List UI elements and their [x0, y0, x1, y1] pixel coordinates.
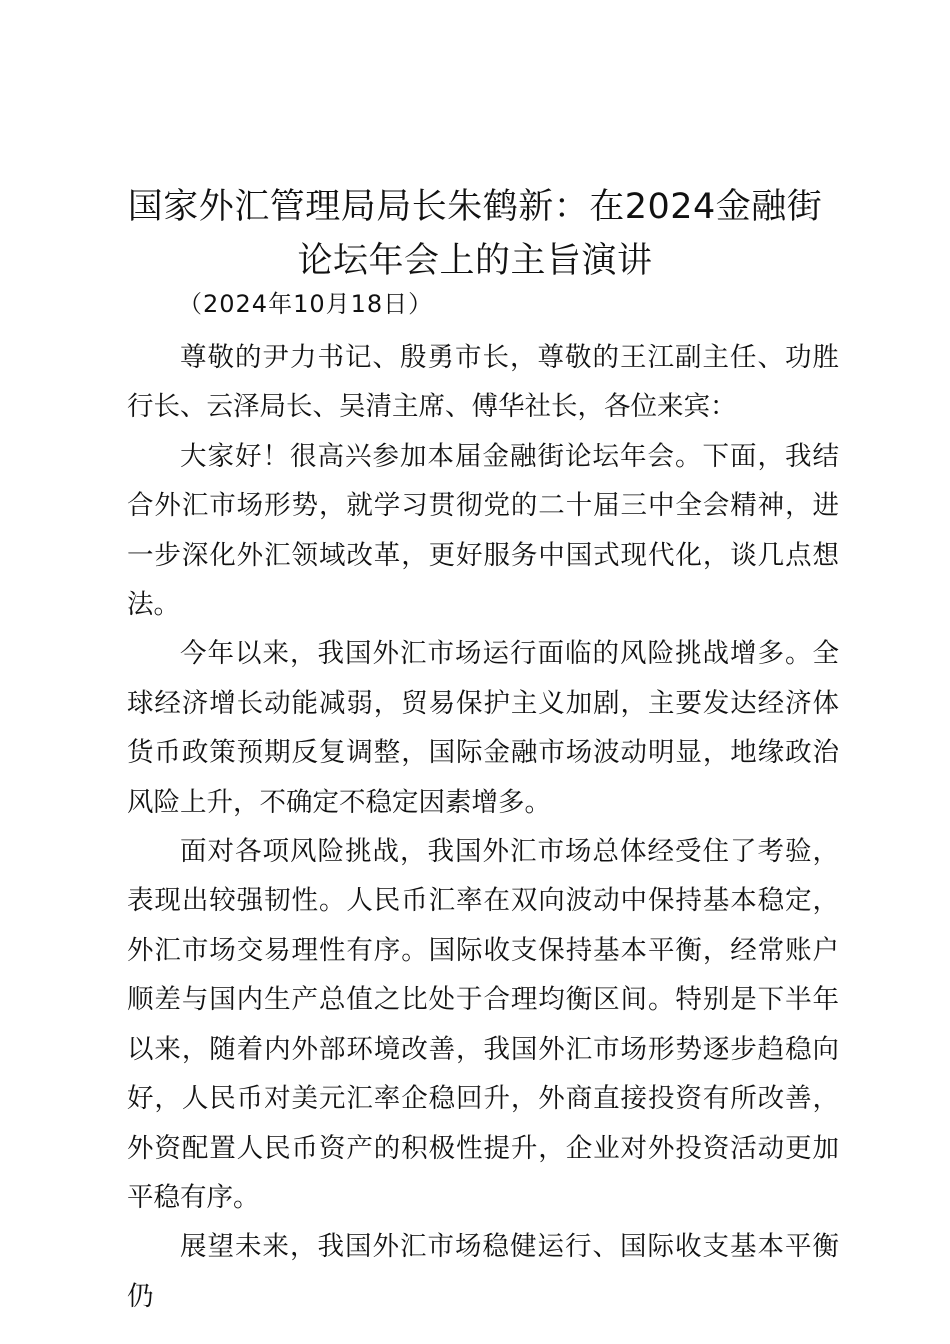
paragraph-salutation: 尊敬的尹力书记、殷勇市长，尊敬的王江副主任、功胜行长、云泽局长、吴清主席、傅华社长，各位来宾：	[127, 342, 839, 423]
document-title: 国家外汇管理局局长朱鹤新：在2024金融街论坛年会上的主旨演讲	[127, 187, 823, 281]
paragraph-resilience: 面对各项风险挑战，我国外汇市场总体经受住了考验，表现出较强韧性。人民币汇率在双向波动中保持基本稳定，外汇市场交易理性有序。国际收支保持基本平衡，经常账户顺差与国内生产总值之比处于合理均衡区间。特别是下半年以来，随着内外部环境改善，我国外汇市场形势逐步趋稳向好，人民币对美元汇率企稳回升，外商直接投资有所改善，外资配置人民币资产的积极性提升，企业对外投资活动更加平稳有序。	[127, 836, 839, 1213]
paragraph-outlook: 展望未来，我国外汇市场稳健运行、国际收支基本平衡仍	[127, 1231, 839, 1312]
paragraph-greeting: 大家好！很高兴参加本届金融街论坛年会。下面，我结合外汇市场形势，就学习贯彻党的二十届三中全会精神，进一步深化外汇领域改革，更好服务中国式现代化，谈几点想法。	[127, 440, 839, 621]
speech-date: （2024年10月18日）	[178, 290, 434, 318]
paragraph-risks: 今年以来，我国外汇市场运行面临的风险挑战增多。全球经济增长动能减弱，贸易保护主义加剧，主要发达经济体货币政策预期反复调整，国际金融市场波动明显，地缘政治风险上升，不确定不稳定因素增多。	[127, 638, 839, 818]
document-body	[127, 333, 839, 1321]
